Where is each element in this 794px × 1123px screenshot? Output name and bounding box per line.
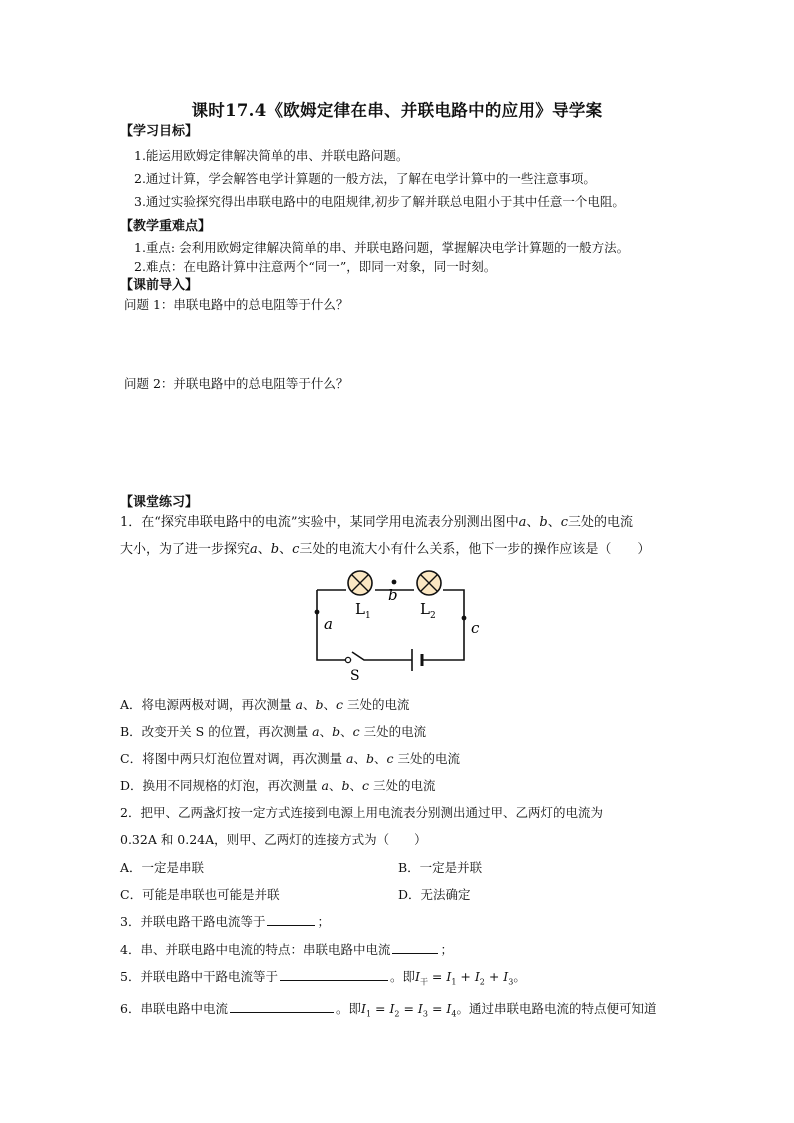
label-b: b xyxy=(388,586,398,604)
practice-heading: 【课堂练习】 xyxy=(120,495,199,510)
q2-line-2: 0.32A 和 0.24A，则甲、乙两灯的连接方式为（ ） xyxy=(120,832,427,847)
q3: 3．并联电路干路电流等于 ； xyxy=(120,914,330,929)
key-point-item-1: 1.重点: 会利用欧姆定律解决简单的串、并联电路问题，掌握解决电学计算题的一般方法。 xyxy=(134,240,630,255)
intro-heading: 【课前导入】 xyxy=(120,278,199,293)
page-title: 课时17.4《欧姆定律在串、并联电路中的应用》导学案 xyxy=(191,101,603,120)
switch-icon xyxy=(345,657,350,662)
q1-option-c: C．将图中两只灯泡位置对调，再次测量 a、b、c 三处的电流 xyxy=(120,751,461,766)
label-s: S xyxy=(350,668,360,684)
q1-line-2: 大小，为了进一步探究a、b、c三处的电流大小有什么关系，他下一步的操作应该是（ ） xyxy=(120,542,651,557)
q1-line-1: 1．在“探究串联电路中的电流”实验中，某同学用电流表分别测出图中a、b、c三处的电流 xyxy=(120,515,633,530)
q1-option-b: B．改变开关 S 的位置，再次测量 a、b、c 三处的电流 xyxy=(120,724,427,739)
q2-option-d: D．无法确定 xyxy=(398,887,471,902)
q2-option-b: B．一定是并联 xyxy=(398,860,483,875)
q2-line-1: 2．把甲、乙两盏灯按一定方式连接到电源上用电流表分别测出通过甲、乙两灯的电流为 xyxy=(120,805,603,820)
node-b-dot xyxy=(392,580,397,585)
intro-question-2: 问题 2：并联电路中的总电阻等于什么？ xyxy=(124,376,349,391)
q2-option-a: A．一定是串联 xyxy=(120,860,205,875)
label-a: a xyxy=(324,615,333,633)
circuit-diagram xyxy=(300,560,500,685)
label-l1: $L_1$ xyxy=(355,600,371,621)
label-c: c xyxy=(471,619,480,637)
q3-blank[interactable] xyxy=(267,913,315,926)
objectives-heading: 【学习目标】 xyxy=(120,124,199,139)
q5: 5．并联电路中干路电流等于 。即$I_干 = I_1 + I_2 + I_3$。 xyxy=(120,969,526,987)
lamp-l2-icon xyxy=(417,571,441,595)
intro-question-1: 问题 1：串联电路中的总电阻等于什么？ xyxy=(124,297,349,312)
q4: 4．串、并联电路中电流的特点：串联电路中电流 ； xyxy=(120,942,453,957)
q6: 6．串联电路中电流 。即$I_1 = I_2 = I_3 = I_4$。通过串联电路电流的特点便可知道 xyxy=(120,1001,657,1019)
q6-blank[interactable] xyxy=(230,1000,334,1013)
q4-blank[interactable] xyxy=(392,941,438,954)
q1-option-a: A．将电源两极对调，再次测量 a、b、c 三处的电流 xyxy=(120,697,410,712)
battery-icon xyxy=(412,649,422,671)
objective-item-2: 2.通过计算，学会解答电学计算题的一般方法，了解在电学计算中的一些注意事项。 xyxy=(134,171,596,186)
q1-option-d: D．换用不同规格的灯泡，再次测量 a、b、c 三处的电流 xyxy=(120,778,436,793)
key-point-item-2: 2.难点：在电路计算中注意两个“同一”，即同一对象，同一时刻。 xyxy=(134,259,497,274)
objective-item-1: 1.能运用欧姆定律解决简单的串、并联电路问题。 xyxy=(134,148,409,163)
objective-item-3: 3.通过实验探究得出串联电路中的电阻规律,初步了解并联总电阻小于其中任意一个电阻。 xyxy=(134,194,625,209)
q2-option-c: C．可能是串联也可能是并联 xyxy=(120,887,280,902)
lamp-l1-icon xyxy=(348,571,372,595)
key-points-heading: 【教学重难点】 xyxy=(120,219,212,234)
q5-blank[interactable] xyxy=(280,968,388,981)
label-l2: $L_2$ xyxy=(420,600,436,621)
node-c-dot xyxy=(462,616,467,621)
node-a-dot xyxy=(315,610,320,615)
